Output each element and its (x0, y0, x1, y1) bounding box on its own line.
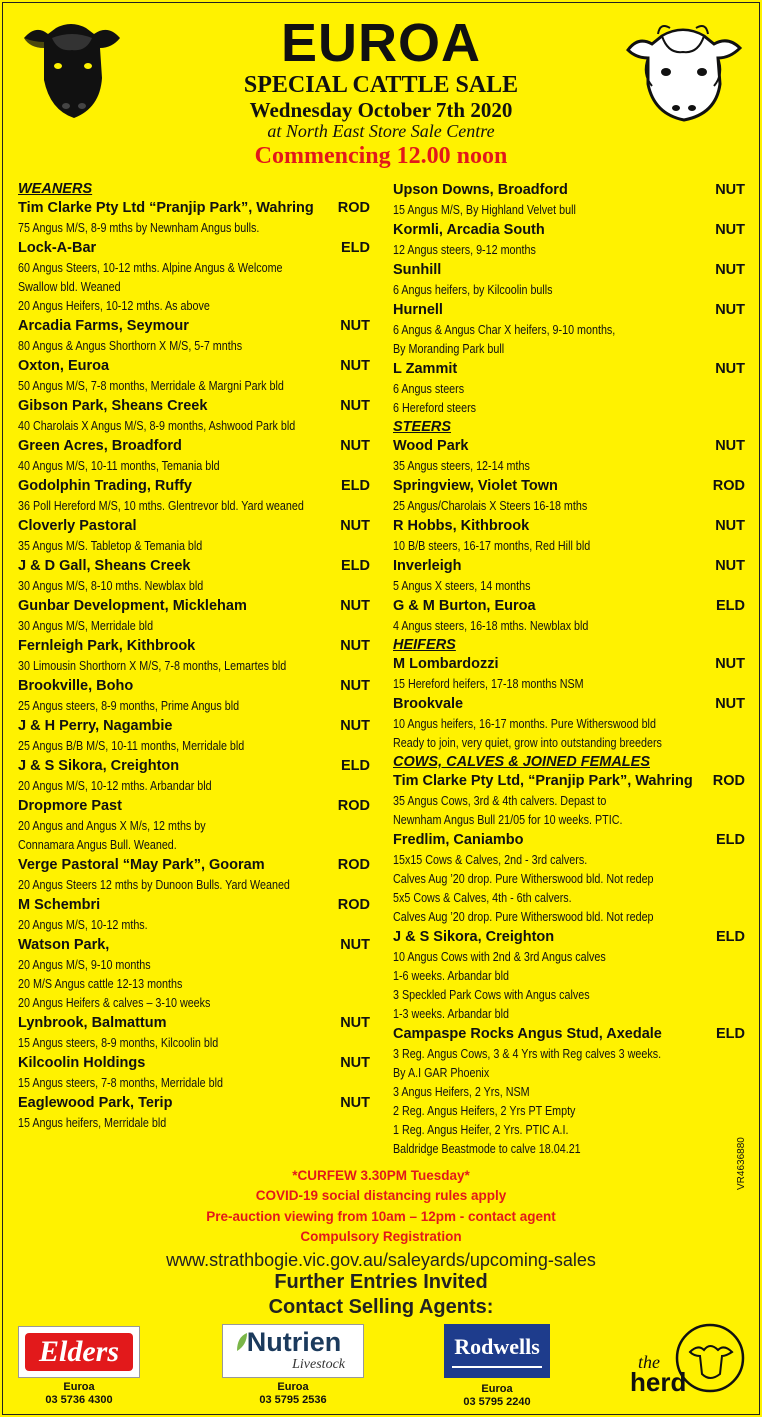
rodwells-location: Euroa (481, 1383, 513, 1395)
agent-code: NUT (340, 358, 370, 374)
vendor-name: Oxton, Euroa (18, 358, 110, 374)
lot-entry (18, 855, 370, 895)
lot-description: 30 Angus M/S, Merridale bld (18, 619, 154, 633)
lot-description: Calves Aug ’20 drop. Pure Witherswood bld. Not redep (393, 872, 654, 886)
lot-description: Newnham Angus Bull 21/05 for 10 weeks. PTIC. (393, 813, 623, 827)
lot-entry (393, 694, 745, 753)
vendor-row (393, 220, 745, 241)
vendor-row (18, 238, 370, 259)
lot-description: 10 B/B steers, 16-17 months, Red Hill bld (393, 539, 591, 553)
lot-description: 1-3 weeks. Arbandar bld (393, 1007, 509, 1021)
lot-description: 15 Angus M/S, By Highland Velvet bull (393, 203, 576, 217)
lot-description: 15 Angus heifers, Merridale bld (18, 1116, 167, 1130)
vendor-row (393, 516, 745, 537)
vendor-row (18, 855, 370, 876)
lot-entry (393, 436, 745, 476)
registration-notice: Compulsory Registration (300, 1229, 462, 1244)
vendor-name: Brookvale (393, 696, 464, 712)
further-entries-text: Further Entries Invited (274, 1271, 488, 1293)
agent-code: ELD (341, 240, 370, 256)
nutrien-location: Euroa (277, 1381, 309, 1393)
lot-description: 5x5 Cows & Calves, 4th - 6th calvers. (393, 891, 572, 905)
viewing-notice: Pre-auction viewing from 10am – 12pm - contact agent (206, 1209, 556, 1224)
agent-code: NUT (340, 638, 370, 654)
vendor-name: Kormli, Arcadia South (393, 222, 545, 238)
vendor-row (18, 1093, 370, 1114)
vendor-name: Springview, Violet Town (393, 478, 558, 494)
vendor-row (393, 556, 745, 577)
curfew-notice: *CURFEW 3.30PM Tuesday* (292, 1168, 470, 1183)
lot-entry (393, 771, 745, 830)
lot-description: 20 Angus Heifers & calves – 3-10 weeks (18, 996, 211, 1010)
vendor-row (18, 516, 370, 537)
vendor-name: J & D Gall, Sheans Creek (18, 558, 191, 574)
vendor-row (393, 436, 745, 457)
lot-entry (393, 830, 745, 927)
lot-description: By Moranding Park bull (393, 342, 505, 356)
vendor-name: M Schembri (18, 897, 101, 913)
vendor-row (393, 476, 745, 497)
agent-code: NUT (715, 361, 745, 377)
agent-code: NUT (340, 1095, 370, 1111)
agent-code: NUT (340, 598, 370, 614)
section-heading: HEIFERS (393, 637, 456, 653)
vendor-row (18, 895, 370, 916)
agent-code: NUT (715, 302, 745, 318)
agent-code: NUT (340, 318, 370, 334)
vendor-name: Hurnell (393, 302, 443, 318)
lot-entry (393, 654, 745, 694)
elders-logo (18, 1326, 140, 1378)
vendor-row (18, 1053, 370, 1074)
vendor-row (18, 756, 370, 777)
section-heading: COWS, CALVES & JOINED FEMALES (393, 754, 650, 770)
lot-entry (18, 1053, 370, 1093)
reference-code: VR4636880 (736, 1137, 747, 1190)
lot-description: 6 Angus steers (393, 382, 465, 396)
vendor-name: Tim Clarke Pty Ltd, “Pranjip Park”, Wahring (393, 773, 693, 789)
agent-code: ELD (716, 929, 745, 945)
agent-code: NUT (340, 518, 370, 534)
lot-entry (393, 927, 745, 1024)
vendor-name: Inverleigh (393, 558, 462, 574)
contact-heading: Contact Selling Agents: (268, 1296, 494, 1318)
vendor-name: Dropmore Past (18, 798, 122, 814)
vendor-row (18, 356, 370, 377)
rodwells-logo-text: Rodwells (454, 1334, 540, 1359)
lot-entry (18, 516, 370, 556)
agent-code: ELD (341, 558, 370, 574)
lot-description: 10 Angus heifers, 16-17 months. Pure Witherswood bld (393, 717, 656, 731)
vendor-row (18, 476, 370, 497)
lot-entry (18, 796, 370, 855)
agent-code: NUT (715, 558, 745, 574)
lot-description: 25 Angus steers, 8-9 months, Prime Angus bld (18, 699, 240, 713)
vendor-name: Fredlim, Caniambo (393, 832, 524, 848)
agent-code: NUT (715, 438, 745, 454)
lot-entry (18, 716, 370, 756)
vendor-name: Brookville, Boho (18, 678, 134, 694)
agent-code: NUT (340, 398, 370, 414)
vendor-row (18, 636, 370, 657)
vendor-row (393, 180, 745, 201)
lot-description: 60 Angus Steers, 10-12 mths. Alpine Angus & Welcome (18, 261, 283, 275)
vendor-name: J & S Sikora, Creighton (18, 758, 180, 774)
left-entries-column (18, 180, 370, 1133)
lot-entry (18, 556, 370, 596)
lot-description: Calves Aug ’20 drop. Pure Witherswood bld. Not redep (393, 910, 654, 924)
lot-entry (18, 316, 370, 356)
vendor-name: Upson Downs, Broadford (393, 182, 568, 198)
vendor-row (393, 1024, 745, 1045)
vendor-name: Lock-A-Bar (18, 240, 97, 256)
vendor-name: Watson Park, (18, 937, 110, 953)
vendor-row (18, 396, 370, 417)
vendor-name: J & H Perry, Nagambie (18, 718, 173, 734)
lot-entry (18, 476, 370, 516)
rodwells-logo-rule (452, 1366, 542, 1368)
lot-description: 75 Angus M/S, 8-9 mths by Newnham Angus bulls. (18, 221, 260, 235)
lot-entry (18, 198, 370, 238)
agent-code: ROD (337, 897, 370, 913)
vendor-row (18, 796, 370, 817)
lot-description: 20 Angus and Angus X M/s, 12 mths by (18, 819, 206, 833)
vendor-row (393, 260, 745, 281)
vendor-name: Eaglewood Park, Terip (18, 1095, 173, 1111)
website-link[interactable]: www.strathbogie.vic.gov.au/saleyards/upcoming-sales (166, 1250, 596, 1270)
lot-description: 6 Angus heifers, by Kilcoolin bulls (393, 283, 553, 297)
lot-entry (393, 180, 745, 220)
agent-code: NUT (715, 656, 745, 672)
sale-subtitle: SPECIAL CATTLE SALE (243, 72, 519, 98)
agent-code: ELD (341, 478, 370, 494)
lot-description: By A.I GAR Phoenix (393, 1066, 490, 1080)
lot-description: 35 Angus Cows, 3rd & 4th calvers. Depast to (393, 794, 607, 808)
agent-code: NUT (340, 718, 370, 734)
lot-description: 30 Limousin Shorthorn X M/S, 7-8 months, Lemartes bld (18, 659, 287, 673)
section-heading: WEANERS (18, 181, 93, 197)
lot-description: 20 M/S Angus cattle 12-13 months (18, 977, 183, 991)
lot-description: 35 Angus M/S. Tabletop & Temania bld (18, 539, 203, 553)
vendor-row (393, 694, 745, 715)
vendor-name: Wood Park (393, 438, 469, 454)
lot-description: 30 Angus M/S, 8-10 mths. Newblax bld (18, 579, 204, 593)
lot-description: 50 Angus M/S, 7-8 months, Merridale & Margni Park bld (18, 379, 284, 393)
vendor-name: Sunhill (393, 262, 442, 278)
lot-description: 4 Angus steers, 16-18 mths. Newblax bld (393, 619, 589, 633)
lot-description: 36 Poll Hereford M/S, 10 mths. Glentrevor bld. Yard weaned (18, 499, 304, 513)
vendor-row (393, 771, 745, 792)
lot-description: 80 Angus & Angus Shorthorn X M/S, 5-7 mnths (18, 339, 243, 353)
lot-entry (393, 260, 745, 300)
agent-code: ELD (716, 1026, 745, 1042)
lot-entry (18, 596, 370, 636)
vendor-name: Godolphin Trading, Ruffy (18, 478, 192, 494)
vendor-name: Arcadia Farms, Seymour (18, 318, 189, 334)
the-herd-logo (630, 1322, 746, 1406)
vendor-name: Gibson Park, Sheans Creek (18, 398, 208, 414)
sale-title: EUROA (280, 13, 481, 73)
sale-venue: at North East Store Sale Centre (267, 121, 495, 141)
agent-code: NUT (340, 678, 370, 694)
herd-logo-the: the (638, 1352, 660, 1372)
lot-description: Ready to join, very quiet, grow into outstanding breeders (393, 736, 662, 750)
lot-description: Swallow bld. Weaned (18, 280, 121, 294)
lot-entry (18, 1013, 370, 1053)
lot-entry (18, 676, 370, 716)
rodwells-logo (444, 1324, 550, 1378)
vendor-row (18, 676, 370, 697)
agent-code: ROD (337, 857, 370, 873)
lot-description: 15 Angus steers, 8-9 months, Kilcoolin bld (18, 1036, 219, 1050)
elders-logo-text: Elders (25, 1333, 133, 1371)
vendor-name: L Zammit (393, 361, 458, 377)
right-entries-column (393, 180, 745, 1159)
vendor-row (18, 935, 370, 956)
vendor-name: Green Acres, Broadford (18, 438, 182, 454)
vendor-name: G & M Burton, Euroa (393, 598, 536, 614)
lot-description: 10 Angus Cows with 2nd & 3rd Angus calves (393, 950, 606, 964)
vendor-name: Kilcoolin Holdings (18, 1055, 146, 1071)
lot-description: 1 Reg. Angus Heifer, 2 Yrs. PTIC A.I. (393, 1123, 569, 1137)
lot-entry (18, 895, 370, 935)
sale-date: Wednesday October 7th 2020 (249, 98, 513, 122)
vendor-row (393, 830, 745, 851)
lot-entry (393, 220, 745, 260)
vendor-row (18, 596, 370, 617)
agent-code: ROD (712, 478, 745, 494)
lot-description: 20 Angus Steers 12 mths by Dunoon Bulls. Yard Weaned (18, 878, 290, 892)
agent-code: NUT (715, 262, 745, 278)
rodwells-phone: 03 5795 2240 (463, 1396, 531, 1408)
lot-description: 25 Angus B/B M/S, 10-11 months, Merridale bld (18, 739, 245, 753)
vendor-name: Cloverly Pastoral (18, 518, 137, 534)
vendor-row (393, 359, 745, 380)
sale-start-time: Commencing 12.00 noon (254, 143, 508, 169)
vendor-row (18, 198, 370, 219)
lot-description: 25 Angus/Charolais X Steers 16-18 mths (393, 499, 588, 513)
vendor-name: R Hobbs, Kithbrook (393, 518, 530, 534)
lot-description: 5 Angus X steers, 14 months (393, 579, 531, 593)
lot-entry (393, 596, 745, 636)
lot-description: 40 Angus M/S, 10-11 months, Temania bld (18, 459, 220, 473)
vendor-name: J & S Sikora, Creighton (393, 929, 555, 945)
lot-description: 20 Angus Heifers, 10-12 mths. As above (18, 299, 210, 313)
lot-description: Connamara Angus Bull. Weaned. (18, 838, 177, 852)
vendor-row (18, 716, 370, 737)
section-heading: STEERS (393, 419, 452, 435)
lot-description: 20 Angus M/S, 10-12 mths. (18, 918, 148, 932)
lot-entry (18, 356, 370, 396)
lot-entry (393, 476, 745, 516)
nutrien-logo (222, 1324, 364, 1378)
agent-code: NUT (340, 438, 370, 454)
vendor-name: M Lombardozzi (393, 656, 499, 672)
agent-code: NUT (715, 222, 745, 238)
agent-code: ELD (716, 832, 745, 848)
lot-description: 15x15 Cows & Calves, 2nd - 3rd calvers. (393, 853, 588, 867)
agent-code: ROD (337, 798, 370, 814)
nutrien-phone: 03 5795 2536 (259, 1394, 327, 1406)
vendor-name: Fernleigh Park, Kithbrook (18, 638, 196, 654)
elders-phone: 03 5736 4300 (45, 1394, 113, 1406)
lot-description: 3 Angus Heifers, 2 Yrs, NSM (393, 1085, 530, 1099)
elders-location: Euroa (63, 1381, 95, 1393)
lot-entry (18, 238, 370, 316)
vendor-row (18, 556, 370, 577)
leaf-icon (235, 1331, 249, 1353)
herd-logo-herd: herd (630, 1367, 687, 1397)
vendor-row (18, 316, 370, 337)
agent-code: NUT (715, 182, 745, 198)
lot-description: 6 Angus & Angus Char X heifers, 9-10 months, (393, 323, 616, 337)
vendor-name: Lynbrook, Balmattum (18, 1015, 167, 1031)
lot-description: 15 Hereford heifers, 17-18 months NSM (393, 677, 584, 691)
nutrien-logo-text: Nutrien (246, 1327, 342, 1357)
lot-description: 20 Angus M/S, 9-10 months (18, 958, 151, 972)
vendor-row (393, 654, 745, 675)
vendor-row (18, 436, 370, 457)
lot-entry (393, 516, 745, 556)
vendor-name: Tim Clarke Pty Ltd “Pranjip Park”, Wahring (18, 200, 314, 216)
vendor-name: Verge Pastoral “May Park”, Gooram (18, 857, 265, 873)
agent-code: NUT (715, 518, 745, 534)
lot-entry (18, 1093, 370, 1133)
lot-description: 2 Reg. Angus Heifers, 2 Yrs PT Empty (393, 1104, 576, 1118)
lot-entry (18, 756, 370, 796)
vendor-row (18, 1013, 370, 1034)
agent-code: ROD (712, 773, 745, 789)
lot-description: 3 Speckled Park Cows with Angus calves (393, 988, 590, 1002)
lot-description: 40 Charolais X Angus M/S, 8-9 months, Ashwood Park bld (18, 419, 296, 433)
agent-code: NUT (715, 696, 745, 712)
covid-notice: COVID-19 social distancing rules apply (255, 1188, 507, 1203)
lot-description: 3 Reg. Angus Cows, 3 & 4 Yrs with Reg calves 3 weeks. (393, 1047, 662, 1061)
vendor-row (393, 596, 745, 617)
lot-description: 12 Angus steers, 9-12 months (393, 243, 536, 257)
agent-code: ELD (341, 758, 370, 774)
agent-code: ELD (716, 598, 745, 614)
vendor-name: Gunbar Development, Mickleham (18, 598, 247, 614)
lot-entry (18, 436, 370, 476)
lot-description: 20 Angus M/S, 10-12 mths. Arbandar bld (18, 779, 212, 793)
lot-description: 15 Angus steers, 7-8 months, Merridale bld (18, 1076, 223, 1090)
lot-description: Baldridge Beastmode to calve 18.04.21 (393, 1142, 581, 1156)
lot-description: 1-6 weeks. Arbandar bld (393, 969, 509, 983)
agent-code: ROD (337, 200, 370, 216)
vendor-row (393, 927, 745, 948)
lot-entry (18, 935, 370, 1013)
agent-code: NUT (340, 937, 370, 953)
lot-entry (393, 556, 745, 596)
lot-entry (393, 1024, 745, 1159)
lot-entry (18, 636, 370, 676)
lot-description: 6 Hereford steers (393, 401, 477, 415)
vendor-row (393, 300, 745, 321)
lot-description: 35 Angus steers, 12-14 mths (393, 459, 530, 473)
lot-entry (18, 396, 370, 436)
lot-entry (393, 300, 745, 359)
agent-code: NUT (340, 1015, 370, 1031)
vendor-name: Campaspe Rocks Angus Stud, Axedale (393, 1026, 662, 1042)
lot-entry (393, 359, 745, 418)
agent-code: NUT (340, 1055, 370, 1071)
nutrien-logo-sub: Livestock (292, 1357, 345, 1372)
